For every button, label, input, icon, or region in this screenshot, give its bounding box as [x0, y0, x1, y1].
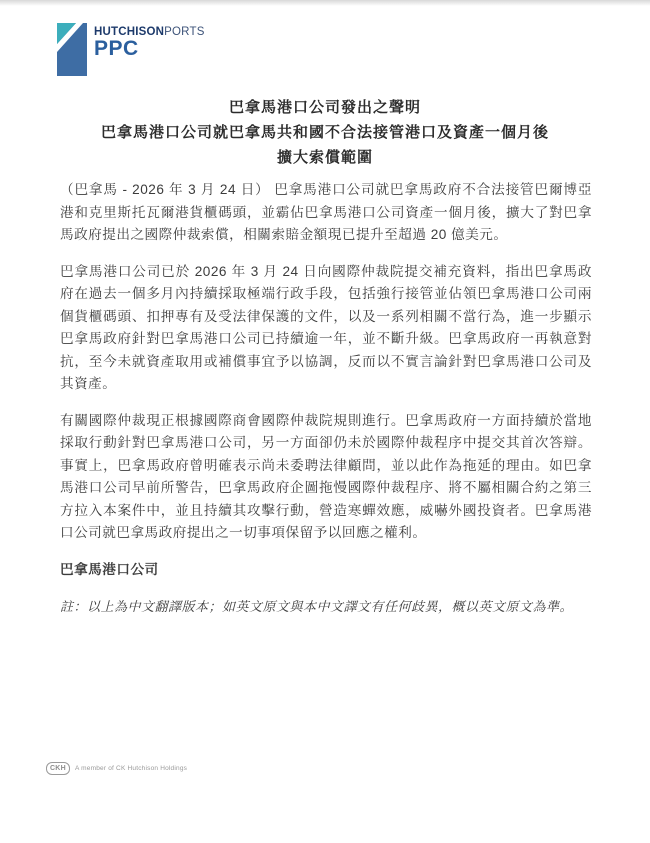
brand-text-block — [94, 23, 205, 59]
page-footer — [46, 762, 187, 775]
page-top-shadow — [0, 0, 650, 6]
statement-body — [60, 179, 592, 619]
brand-hutchison: HUTCHISON — [94, 26, 165, 38]
statement-title — [0, 95, 650, 170]
title-line-2: 巴拿馬港口公司就巴拿馬共和國不合法接管港口及資產一個月後 — [100, 124, 549, 141]
title-line-3: 擴大索償範圍 — [276, 149, 373, 166]
paragraph-dateline: （巴拿馬 - 2026 年 3 月 24 日） 巴拿馬港口公司就巴拿馬政府不合法接管巴爾博亞港和克里斯托瓦爾港貨櫃碼頭，並霸佔巴拿馬港口公司資產一個月後，擴大了對巴拿馬政府提出之國際仲裁索償，相關索賠金額現已提升至超過 20 億美元。 — [60, 182, 592, 242]
hutchison-ports-logo — [57, 23, 205, 76]
translation-note: 註：以上為中文翻譯版本；如英文原文與本中文譯文有任何歧異，概以英文原文為準。 — [60, 599, 574, 614]
brand-ppc: PPC — [94, 37, 139, 60]
brand-ports: PORTS — [164, 26, 205, 38]
paragraph-arbitration-filing: 巴拿馬港口公司已於 2026 年 3 月 24 日向國際仲裁院提交補充資料，指出巴拿馬政府在過去一個多月內持續採取極端行政手段，包括強行接管並佔領巴拿馬港口公司兩個貨櫃碼頭、扣押專有及受法律保護的文件，以及一系列相關不當行為，進一步顯示巴拿馬政府針對巴拿馬港口公司已持續逾一年，並不斷升級。巴拿馬政府一再執意對抗，至今未就資產取用或補償事宜予以協調，反而以不實言論針對巴拿馬港口公司及其資產。 — [60, 263, 592, 391]
signature-company-name: 巴拿馬港口公司 — [60, 561, 159, 577]
ckh-logo-text: CKH — [49, 765, 67, 772]
ckh-logo-icon — [46, 762, 70, 775]
paragraph-icc-proceedings: 有關國際仲裁現正根據國際商會國際仲裁院規則進行。巴拿馬政府一方面持續於當地採取行動針對巴拿馬港口公司，另一方面卻仍未於國際仲裁程序中提交其首次答辯。事實上，巴拿馬政府曾明確表示尚未委聘法律顧問，並以此作為拖延的理由。如巴拿馬港口公司早前所警告，巴拿馬政府企圖拖慢國際仲裁程序、將不屬相關合約之第三方拉入本案件中，並且持續其攻擊行動，營造寒蟬效應，威嚇外國投資者。巴拿馬港口公司就巴拿馬政府提出之一切事項保留予以回應之權利。 — [60, 412, 592, 540]
hutchison-ports-logo-icon — [57, 23, 87, 76]
footer-tagline: A member of CK Hutchison Holdings — [75, 765, 188, 772]
title-line-1: 巴拿馬港口公司發出之聲明 — [228, 99, 421, 116]
